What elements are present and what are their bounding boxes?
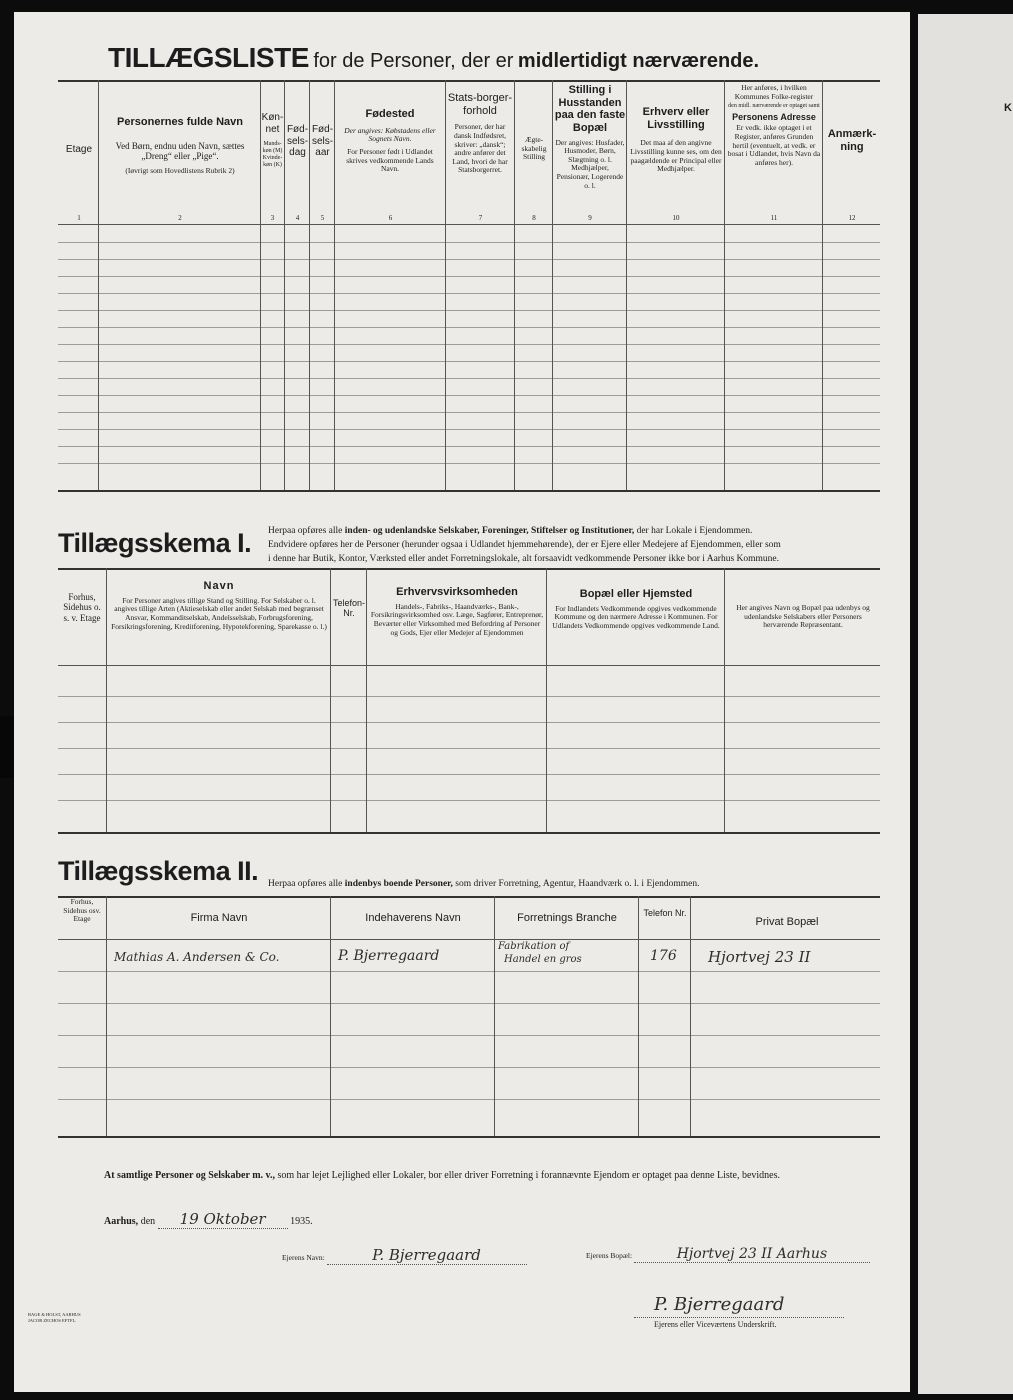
declaration-rest: som har lejet Lejlighed eller Lokaler, bor eller driver Forretning i forannævnte Ejendom er optaget paa denne Liste, bevidnes. xyxy=(277,1170,780,1181)
s1-col-business-label: Erhvervsvirksomheden xyxy=(396,586,518,598)
t1-col-citizenship-desc: Personer, der har dansk Indfødsret, skriver: „dansk“; andre anfører det Land, hvori de har Statsborgerret. xyxy=(452,122,508,175)
title-bold: midlertidigt nærværende. xyxy=(517,50,760,72)
date-line xyxy=(104,1210,313,1229)
skema1-row-line xyxy=(58,748,880,749)
year: 1935. xyxy=(290,1216,313,1227)
t1-colnum: 11 xyxy=(770,214,778,222)
t1-col-address-label: Personens Adresse xyxy=(732,112,816,123)
s1-col-residence-desc: For Indlandets Vedkommende opgives vedkommende Kommune og den nærmere Adresse i Kommunen. For Udlandets Vedkommende opgives vedkommende Land. xyxy=(552,603,720,630)
s1-col-etage: Forhus, Sidehus o. s. v. Etage xyxy=(63,592,101,623)
table1-header-rule xyxy=(58,224,880,225)
t1-col-name xyxy=(100,116,260,176)
skema1-col-sep xyxy=(106,568,107,832)
t1-col-birthplace-label: Fødested xyxy=(365,108,415,120)
owner-name-line xyxy=(282,1246,527,1265)
skema2-row-line xyxy=(58,971,880,972)
table1-top-rule xyxy=(58,80,880,82)
t1-col-gender-desc: Mands-køn (M) Kvinde-køn (K) xyxy=(262,141,283,168)
s2-row-branch xyxy=(498,940,582,966)
table1-col-sep xyxy=(445,80,446,490)
t1-colnum: 7 xyxy=(478,214,483,222)
owner-address-label: Ejerens Bopæl: xyxy=(586,1251,633,1260)
owner-name-field[interactable] xyxy=(327,1246,527,1265)
t1-col-gender-label: Køn-net xyxy=(261,112,284,135)
s2-col-owner: Indehaverens Navn xyxy=(365,912,461,924)
s1-col-residence-label: Bopæl eller Hjemsted xyxy=(579,588,693,600)
skema2-header-rule xyxy=(58,939,880,940)
t1-col-marital: Ægte-skabelig Stilling xyxy=(521,135,547,162)
s2-row-firma: Mathias A. Andersen & Co. xyxy=(114,950,280,964)
s1-col-residence xyxy=(550,588,722,631)
skema2-intro-b: som driver Forretning, Agentur, Haandværk o. l. i Ejendommen. xyxy=(455,879,700,889)
owner-address-field[interactable] xyxy=(634,1246,870,1263)
declaration xyxy=(104,1170,780,1181)
t1-colnum: 6 xyxy=(388,214,393,222)
skema2-bottom-rule xyxy=(58,1136,880,1138)
skema2-col-sep xyxy=(494,896,495,1136)
t1-col-address-pre: Her anføres, i hvilken Kommunes Folke-register xyxy=(734,83,814,101)
t1-colnum: 2 xyxy=(178,214,182,222)
t1-col-occupation xyxy=(628,106,724,174)
s2-row-phone: 176 xyxy=(650,948,677,964)
table1-bottom-rule xyxy=(58,490,880,492)
skema1-intro-line3: i denne har Butik, Kontor, Værksted eller andet Forretningslokale, alt forsaavidt vedkommende Personer ikke bor i Aarhus Kommune. xyxy=(268,554,780,564)
s1-col-name-desc: For Personer angives tillige Stand og Stilling. For Selskaber o. l. angives tillige Arten (Aktieselskab eller andet Selskab med begrænset Ansvar, Kommanditselskab, Andelsselskab, Forbrugsforening, Forsikringsforening, Kreditforening, Hypotekforening, Sparekasse o. l.) xyxy=(111,595,327,631)
table1-col-sep xyxy=(98,80,99,490)
t1-col-address-mid: den midl. nærværende er optaget samt xyxy=(728,103,820,110)
skema1-col-sep xyxy=(546,568,547,832)
t1-colnum: 9 xyxy=(588,214,592,222)
skema1-bottom-rule xyxy=(58,832,880,834)
s2-col-branch: Forretnings Branche xyxy=(517,912,617,924)
skema1-row-line xyxy=(58,696,880,697)
skema2-intro xyxy=(268,879,699,889)
s2-col-etage: Forhus, Sidehus osv. Etage xyxy=(63,897,101,924)
skema2-row-line xyxy=(58,1099,880,1100)
date-handwritten: 19 Oktober xyxy=(179,1210,266,1228)
t1-col-birthplace-desc: Der angives: Købstadens eller Sognets Navn. xyxy=(344,125,436,144)
skema1-col-sep xyxy=(330,568,331,832)
skema1-top-rule xyxy=(58,568,880,570)
skema1-title: Tillægsskema I. xyxy=(58,528,252,558)
t1-col-name-label: Personernes fulde Navn xyxy=(117,116,243,128)
table1-row-line xyxy=(58,361,880,362)
t1-col-occupation-desc: Det maa af den angivne Livsstilling kunne ses, om den paagældende er Principal eller Medhjælper. xyxy=(630,138,722,174)
table1-row-line xyxy=(58,310,880,311)
owner-address-line xyxy=(586,1246,870,1263)
table1-row-line xyxy=(58,276,880,277)
t1-col-household-desc: Der angives: Husfader, Husmoder, Børn, Slægtning o. l. Medhjælper, Pensionær, Logerende o. l. xyxy=(555,137,625,190)
skema1-intro-line2: Endvidere opføres her de Personer (herunder ogsaa i Udlandet hjemmehørende), der er Ejere eller Medejere af Ejendommen, eller som xyxy=(268,540,781,550)
t1-col-household-label: Stilling i Husstanden paa den faste Bopæl xyxy=(554,84,626,134)
skema1-intro-b: der har Lokale i Ejendommen. xyxy=(636,526,753,536)
s1-col-representative: Her angives Navn og Bopæl paa udenbys og udenlandske Selskabers eller Personers herværende Repræsentant. xyxy=(736,603,870,630)
skema2-row-line xyxy=(58,1035,880,1036)
t1-colnum: 5 xyxy=(320,214,325,222)
skema1-col-sep xyxy=(366,568,367,832)
s1-col-business-desc: Handels-, Fabriks-, Haandværks-, Bank-, Forsikringsvirksomhed osv. Læge, Sagfører, Entreprenør, Beværter eller Virksomhed med Befordring af Personer og Gods, Ejer eller Medejer af Ejendommen xyxy=(370,601,544,637)
skema2-top-rule xyxy=(58,896,880,898)
s2-col-private: Privat Bopæl xyxy=(755,916,819,928)
t1-colnum: 4 xyxy=(295,214,300,222)
t1-colnum: 8 xyxy=(532,214,536,222)
table1-row-line xyxy=(58,463,880,464)
table1-col-sep xyxy=(724,80,725,490)
date-field[interactable] xyxy=(158,1210,288,1229)
table1-row-line xyxy=(58,412,880,413)
skema2-col-sep xyxy=(638,896,639,1136)
owner-address-handwritten: Hjortvej 23 II Aarhus xyxy=(676,1246,828,1262)
skema2-row-line xyxy=(58,1067,880,1068)
table1-col-sep xyxy=(309,80,310,490)
t1-col-household xyxy=(554,84,626,190)
signature-handwritten: P. Bjerregaard xyxy=(654,1294,785,1315)
t1-col-gender xyxy=(261,112,284,169)
page-title xyxy=(108,42,759,74)
t1-col-citizenship xyxy=(447,92,513,175)
table1-row-line xyxy=(58,327,880,328)
table1-row-line xyxy=(58,378,880,379)
t1-col-citizenship-label: Stats-borger-forhold xyxy=(447,92,513,117)
table1-row-line xyxy=(58,429,880,430)
signature-field[interactable] xyxy=(634,1317,844,1318)
skema1-row-line xyxy=(58,774,880,775)
form-page xyxy=(14,12,910,1392)
printer-imprint: BAGE & HOLST, AARHUS JACOB ZECHOS EFTFL. xyxy=(28,1312,81,1323)
s2-col-phone: Telefon Nr. xyxy=(643,908,687,918)
skema1-intro xyxy=(268,524,888,566)
signature-label: Ejerens eller Viceværtens Underskrift. xyxy=(654,1320,777,1329)
adjacent-page-fragment: K xyxy=(1004,102,1012,114)
skema1-row-line xyxy=(58,722,880,723)
declaration-bold: At samtlige Personer og Selskaber m. v., xyxy=(104,1170,276,1181)
owner-name-handwritten: P. Bjerregaard xyxy=(372,1246,481,1264)
table1-col-sep xyxy=(822,80,823,490)
t1-col-etage: Etage xyxy=(65,144,93,155)
t1-col-occupation-label: Erhverv eller Livsstilling xyxy=(642,106,710,131)
t1-col-address xyxy=(726,84,822,168)
skema2-col-sep xyxy=(690,896,691,1136)
s1-col-name-label: Navn xyxy=(203,580,235,592)
skema2-intro-a: Herpaa opføres alle xyxy=(268,879,343,889)
den-label: den xyxy=(140,1216,156,1227)
place: Aarhus, xyxy=(104,1216,139,1227)
table1-col-sep xyxy=(334,80,335,490)
table1-row-line xyxy=(58,242,880,243)
skema1-row-line xyxy=(58,800,880,801)
t1-col-birthplace xyxy=(338,108,442,174)
table1-row-line xyxy=(58,395,880,396)
s1-col-phone: Telefon-Nr. xyxy=(332,598,366,619)
skema1-header-rule xyxy=(58,665,880,666)
adjacent-page xyxy=(918,14,1013,1394)
table1-col-sep xyxy=(626,80,627,490)
t1-colnum: 3 xyxy=(270,214,275,222)
skema2-row-line xyxy=(58,1003,880,1004)
table1-row-line xyxy=(58,344,880,345)
skema2-col-sep xyxy=(106,896,107,1136)
t1-colnum: 1 xyxy=(77,214,81,222)
t1-col-name-note: (Iøvrigt som Hovedlistens Rubrik 2) xyxy=(125,166,235,176)
table1-row-line xyxy=(58,293,880,294)
skema1-intro-bold: inden- og udenlandske Selskaber, Foreninger, Stiftelser og Institutioner, xyxy=(344,526,635,536)
table1-col-sep xyxy=(284,80,285,490)
t1-col-birthplace-note: For Personer født i Udlandet skrives vedkommende Lands Navn. xyxy=(346,146,434,174)
t1-col-birthday: Fød-sels-dag xyxy=(286,124,309,158)
skema2-intro-bold: indenbys boende Personer, xyxy=(344,879,453,889)
table1-col-sep xyxy=(514,80,515,490)
skema1-col-sep xyxy=(724,568,725,832)
owner-name-label: Ejerens Navn: xyxy=(282,1253,325,1262)
table1-row-line xyxy=(58,259,880,260)
skema2-col-sep xyxy=(330,896,331,1136)
t1-col-remark: Anmærk-ning xyxy=(827,128,877,153)
title-big: TILLÆGSLISTE xyxy=(108,42,309,73)
s1-col-business xyxy=(370,586,544,637)
skema2-title: Tillægsskema II. xyxy=(58,856,259,886)
s1-col-name xyxy=(110,580,328,631)
t1-colnum: 10 xyxy=(672,214,680,222)
skema1-intro-a: Herpaa opføres alle xyxy=(268,526,343,536)
title-rest: for de Personer, der er xyxy=(313,50,514,72)
s2-row-owner: P. Bjerregaard xyxy=(338,948,440,964)
s2-row-branch-1: Fabrikation of xyxy=(498,941,570,952)
table1-col-sep xyxy=(552,80,553,490)
s2-row-branch-2: Handel en gros xyxy=(504,954,582,965)
s2-col-firma: Firma Navn xyxy=(190,912,248,924)
t1-col-birthyear: Fød-sels-aar xyxy=(311,124,334,158)
t1-col-address-desc: Er vedk. ikke optaget i et Register, anføres Grunden hertil (eventuelt, at vedk. er bosat i Udlandet, hvis Navn da anføres her). xyxy=(727,123,821,167)
t1-colnum: 12 xyxy=(848,214,856,222)
t1-col-name-desc: Ved Børn, endnu uden Navn, sættes „Dreng“ eller „Pige“. xyxy=(115,140,245,161)
s2-row-private: Hjortvej 23 II xyxy=(708,948,811,966)
table1-row-line xyxy=(58,446,880,447)
